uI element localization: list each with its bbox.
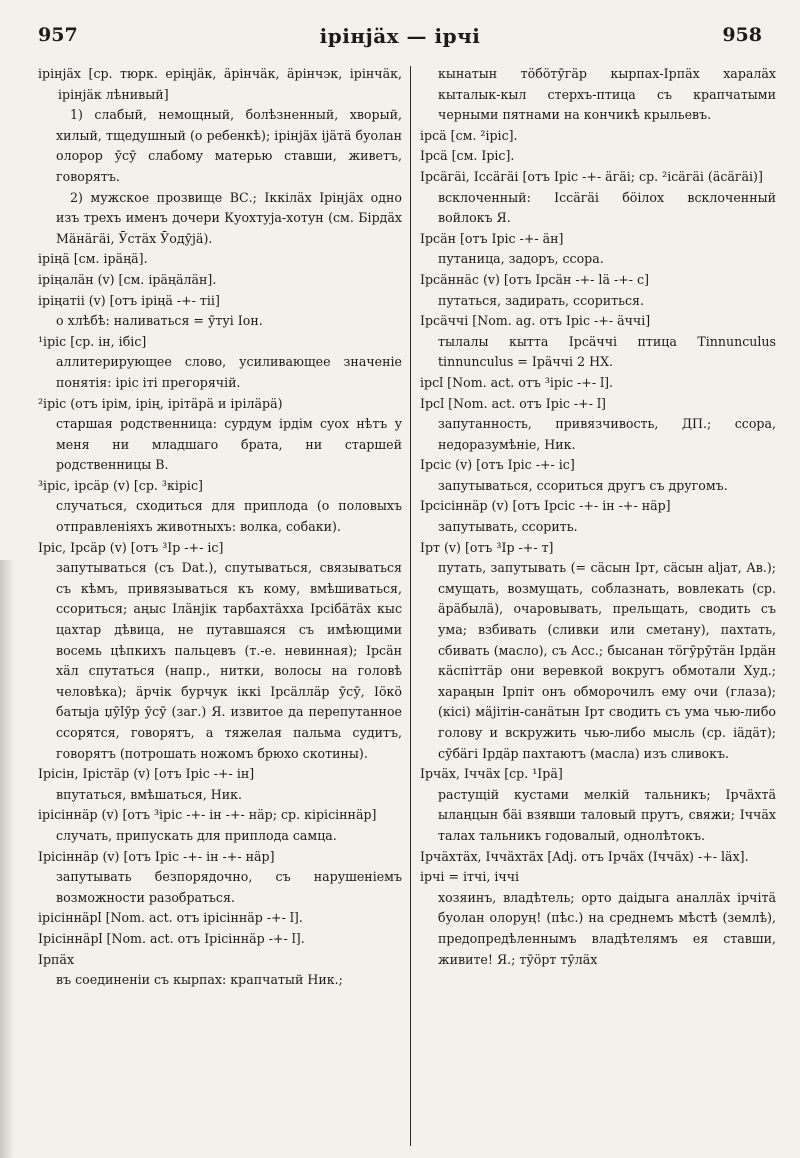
dictionary-headword-entry: Ірсӓн [отъ Іріс -+- ӓн] xyxy=(420,230,564,246)
dictionary-headword-entry: Ірсӓччі [Nom. ag. отъ Іріс -+- ӓччі] xyxy=(420,313,651,329)
dictionary-headword-entry: Ірсӓннӓс (v) [отъ Ірсӓн -+- lӓ -+- с] xyxy=(420,271,650,287)
page-header xyxy=(0,0,800,52)
dictionary-definition: запутывать безпорядочно, съ нарушеніемъ возможности разобраться. xyxy=(56,869,402,905)
dictionary-definition: тылалы кытта Ірсӓччі птица Tinnunculus tinnunculus = Ірӓччі 2 НХ. xyxy=(438,333,776,370)
running-head: ірінјӓх — ірчі xyxy=(319,24,481,48)
dictionary-headword-entry: Ірсіс (v) [отъ Іріс -+- іс] xyxy=(420,457,575,473)
dictionary-headword-entry: Іріс, Ірсӓр (v) [отъ ³Ір -+- іс] xyxy=(38,539,224,555)
page-number-right: 958 xyxy=(722,24,762,46)
dictionary-headword-entry: Ірпӓх xyxy=(38,951,75,967)
dictionary-definition: старшая родственница: сурдум ірдім суох нѣтъ у меня ни младшаго брата, ни старшей родственницы В. xyxy=(56,416,402,473)
dictionary-headword-entry: ²іріс (отъ ірім, ірің, ірітӓрӓ и ірілӓрӓ) xyxy=(38,395,283,411)
dictionary-headword-entry: Ірчӓхтӓх, Іччӓхтӓх [Adj. отъ Ірчӓх (Іччӓх) -+- lӓх]. xyxy=(420,848,749,864)
dictionary-definition: запутываться, ссориться другъ съ другомъ. xyxy=(438,477,728,493)
dictionary-definition: запутанность, привязчивость, ДП.; ссора, недоразумѣніе, Ник. xyxy=(438,416,776,452)
dictionary-headword-entry: Ірсісіннӓр (v) [отъ Ірсіс -+- ін -+- нӓр] xyxy=(420,498,671,514)
dictionary-headword-entry: ірісіннӓр (v) [отъ ³іріс -+- ін -+- нӓр; ср. кірісіннӓр] xyxy=(38,807,377,823)
dictionary-definition: о хлѣбѣ: наливаться = ӯтуі Іон. xyxy=(56,313,263,329)
dictionary-headword-entry: Ірсӓгӓі, Іссӓгӓі [отъ Іріс -+- ӓгӓі; ср. ²ісӓгӓі (ӓсӓгӓі)] xyxy=(420,168,763,184)
dictionary-definition: всклоченный: Іссӓгӓі бӧілох всклоченный войлокъ Я. xyxy=(438,189,776,226)
right-column xyxy=(420,64,776,1146)
dictionary-definition: аллитерирующее слово, усиливающее значеніе понятія: іріс іті прегорячій. xyxy=(56,354,402,390)
dictionary-headword-entry: ірсӏ [Nom. act. отъ ³іріс -+- ӏ]. xyxy=(420,374,614,390)
dictionary-definition: путать, запутывать (= сӓсын Ірт, сӓсын аljат, Ав.); смущать, возмущать, соблазнать, вовлекать (ср. ӓрӓбылӓ), очаровывать, прельщать, сводить съ ума; взбивать (сливки или сметану), пахтать, сбивать (масло), съ Асс.; бысанан тӧгӯрӯтӓн Ірдӓн кӓспіттӓр они веревкой вокругъ обмотали Худ.; хараңын Ірпіт онъ обморочилъ ему очи (глаза); (кісі) мӓјітін-санӓтын Ірт сводить съ ума чью-либо голову и вскружить чью-либо мысль (ср. іӓдӓт); сӯбӓгі Ірдӓр пахтаютъ (масла) изъ сливокъ. xyxy=(438,560,776,761)
left-column xyxy=(38,64,402,1146)
dictionary-headword-entry: Ірчӓх, Іччӓх [ср. ¹Ірӓ] xyxy=(420,766,563,782)
dictionary-headword-entry: ірінјӓх [ср. тюрк. еріңјӓк, ӓрінчӓк, ӓрінчэк, ірінчӓк, ірінјӓк лѣнивый] xyxy=(38,66,402,102)
dictionary-headword-entry: ірчі = ітчі, іччі xyxy=(420,869,520,885)
dictionary-headword-entry: Ірт (v) [отъ ³Ір -+- т] xyxy=(420,539,554,555)
dictionary-headword-entry: Ірісіннӓр (v) [отъ Іріс -+- ін -+- нӓр] xyxy=(38,848,275,864)
dictionary-headword-entry: ірісіннӓрӏ [Nom. act. отъ ірісіннӓр -+- ӏ]. xyxy=(38,910,303,926)
dictionary-definition: путаться, задирать, ссориться. xyxy=(438,292,645,308)
dictionary-definition: запутываться (съ Dat.), спутываться, связываться съ кѣмъ, привязываться къ кому, вмѣшиваться, ссориться; аңыс Ілӓнјік тарбахтӓхха Ірсібӓтӓх кыс цахтар дѣвица, не путавшаяся съ имѣющими восемь цѣпкихъ пальцевъ (т.-е. невинная); Ірсӓн хӓл спутаться (напр., нитки, волосы на головѣ человѣка); ӓрчік бурчук іккі Ірсӓллӓр ӯсӯ, Іӧкӧ батыја џӯӏӯр ӯсӯ (заг.) Я. извитое да перепутанное ссорятся, говорятъ, а тяжелая пальма судитъ, говорятъ (потрошать ножомъ брюхо скотины). xyxy=(56,560,402,761)
dictionary-definition: случаться, сходиться для приплода (о половыхъ отправленіяхъ животныхъ: волка, собаки). xyxy=(56,498,402,535)
dictionary-definition: впутаться, вмѣшаться, Ник. xyxy=(56,786,242,802)
dictionary-definition: въ соединеніи съ кырпах: крапчатый Ник.; xyxy=(56,972,343,988)
dictionary-headword-entry: ³іріс, ірсӓр (v) [ср. ³кіріс] xyxy=(38,477,203,493)
dictionary-definition: 1) слабый, немощный, болѣзненный, хворый, хилый, тщедушный (о ребенкѣ); ірінјӓх іјӓтӓ буолан олорор ӯсӯ слабому матерью ставши, живетъ, говорятъ. xyxy=(56,107,402,184)
dictionary-headword-entry: Ірісіннӓрӏ [Nom. act. отъ Ірісіннӓр -+- ӏ]. xyxy=(38,930,305,946)
dictionary-headword-entry: іріңатіі (v) [отъ іріңӓ -+- тіі] xyxy=(38,292,220,308)
dictionary-headword-entry: Ірісін, Ірістӓр (v) [отъ Іріс -+- ін] xyxy=(38,766,255,782)
scan-shadow xyxy=(0,560,14,1158)
column-divider xyxy=(410,66,411,1146)
dictionary-headword-entry: іріңӓ [см. ірӓңӓ]. xyxy=(38,251,148,267)
page-number-left: 957 xyxy=(38,24,78,46)
dictionary-headword-entry: Ірсӏ [Nom. act. отъ Іріс -+- ӏ] xyxy=(420,395,606,411)
dictionary-headword-entry: ¹іріс [ср. ін, ібіс] xyxy=(38,333,147,349)
dictionary-headword-entry: іріңалӓн (v) [см. ірӓңӓлӓн]. xyxy=(38,271,217,287)
dictionary-headword-entry: Ірсӓ [см. Іріс]. xyxy=(420,148,515,164)
dictionary-definition: растущій кустами мелкій тальникъ; Ірчӓхтӓ ылаңцын бӓі взявши таловый прутъ, свяжи; Іччӓх талах тальникъ годовалый, однолѣтокъ. xyxy=(438,786,776,843)
dictionary-headword-entry: ірсӓ [см. ²іріс]. xyxy=(420,127,518,143)
dictionary-definition: 2) мужское прозвище ВС.; Іккілӓх Ірінјӓх одно изъ трехъ именъ дочери Куохтуја-хотун (см. Бірдӓх Мӓнӓгӓі, Ӯстӓх Ӯодӯјӓ). xyxy=(56,189,402,246)
dictionary-definition: запутывать, ссорить. xyxy=(438,519,578,535)
dictionary-definition: путаница, задоръ, ссора. xyxy=(438,251,604,267)
dictionary-definition: случать, припускать для приплода самца. xyxy=(56,827,337,843)
dictionary-definition: кынатын тӧбӧтӯгӓр кырпах-Ірпӓх харалӓх кыталык-кыл стерхъ-птица съ крапчатыми черными пятнами на кончикѣ крыльевъ. xyxy=(438,66,776,123)
dictionary-definition: хозяинъ, владѣтель; орто даідыга аналлӓх ірчітӓ буолан олоруң! (пѣс.) на среднемъ мѣстѣ (землѣ), предопредѣленнымъ владѣтелямъ ея ставши, живите! Я.; тӯӧрт тӯлӓх xyxy=(438,889,776,967)
